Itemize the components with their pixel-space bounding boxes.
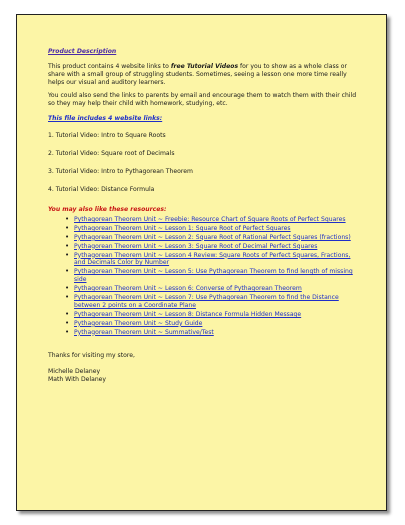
document-content bbox=[48, 48, 362, 384]
intro-text-post: for you to show as a whole class or share with a small group of struggling students. Sometimes, seeing a lesson one more time really helps our visual and auditory learners. bbox=[48, 62, 347, 86]
resource-link-lesson-1[interactable]: Pythagorean Theorem Unit ~ Lesson 1: Square Root of Perfect Squares bbox=[74, 224, 291, 232]
resource-link-study-guide[interactable]: Pythagorean Theorem Unit ~ Study Guide bbox=[74, 319, 203, 327]
bullet-icon: • bbox=[65, 250, 70, 259]
list-item bbox=[65, 252, 362, 268]
list-item bbox=[65, 216, 362, 224]
resource-link-summative-test[interactable]: Pythagorean Theorem Unit ~ Summative/Test bbox=[74, 328, 214, 336]
document-page bbox=[16, 14, 387, 511]
bullet-icon: • bbox=[65, 241, 70, 250]
resource-link-lesson-8[interactable]: Pythagorean Theorem Unit ~ Lesson 8: Distance Formula Hidden Message bbox=[74, 310, 302, 318]
bullet-icon: • bbox=[65, 232, 70, 241]
bullet-icon: • bbox=[65, 284, 70, 293]
bullet-icon: • bbox=[65, 327, 70, 336]
list-item bbox=[65, 329, 362, 337]
bullet-icon: • bbox=[65, 214, 70, 223]
intro-text-pre: This product contains 4 website links to bbox=[48, 62, 171, 70]
list-item bbox=[65, 234, 362, 242]
resource-link-lesson-3[interactable]: Pythagorean Theorem Unit ~ Lesson 3: Square Root of Decimal Perfect Squares bbox=[74, 242, 318, 250]
intro-paragraph bbox=[48, 63, 362, 87]
bullet-icon: • bbox=[65, 293, 70, 302]
resource-link-lesson-4[interactable]: Pythagorean Theorem Unit ~ Lesson 4 Review: Square Roots of Perfect Squares, Fractions, and Decimals Color by Number bbox=[74, 251, 351, 267]
links-heading: This file includes 4 website links: bbox=[48, 115, 163, 123]
product-description-heading: Product Description bbox=[48, 48, 117, 55]
resource-link-freebie[interactable]: Pythagorean Theorem Unit ~ Freebie: Resource Chart of Square Roots of Perfect Squares bbox=[74, 215, 346, 223]
resource-link-lesson-7[interactable]: Pythagorean Theorem Unit ~ Lesson 7: Use Pythagorean Theorem to find the Distance between 2 points on a Coordinate Plane bbox=[74, 294, 339, 309]
list-item bbox=[65, 243, 362, 251]
list-item bbox=[65, 285, 362, 293]
intro-text-bold: free Tutorial Videos bbox=[170, 62, 239, 70]
video-item-4: 4. Tutorial Video: Distance Formula bbox=[48, 186, 155, 194]
bullet-icon: • bbox=[65, 318, 70, 327]
also-like-heading: You may also like these resources: bbox=[48, 205, 167, 213]
list-item bbox=[65, 268, 362, 284]
video-item-1: 1. Tutorial Video: Intro to Square Roots bbox=[48, 132, 166, 140]
list-item bbox=[65, 320, 362, 328]
video-list bbox=[48, 132, 362, 194]
signature-store: Math With Delaney bbox=[48, 376, 107, 384]
resource-link-lesson-6[interactable]: Pythagorean Theorem Unit ~ Lesson 6: Converse of Pythagorean Theorem bbox=[74, 285, 302, 293]
list-item bbox=[65, 311, 362, 319]
parents-paragraph: You could also send the links to parents by email and encourage them to watch them with their child so they may help their child with homework, studying, etc. bbox=[48, 91, 357, 107]
resource-link-lesson-5[interactable]: Pythagorean Theorem Unit ~ Lesson 5: Use Pythagorean Theorem to find length of missing side bbox=[74, 268, 353, 284]
video-item-3: 3. Tutorial Video: Intro to Pythagorean Theorem bbox=[48, 168, 193, 176]
thanks-line: Thanks for visiting my store, bbox=[48, 351, 135, 359]
signature-name: Michelle Delaney bbox=[48, 368, 101, 376]
bullet-icon: • bbox=[65, 309, 70, 318]
resources-list bbox=[48, 216, 362, 337]
list-item bbox=[65, 225, 362, 233]
bullet-icon: • bbox=[65, 223, 70, 232]
video-item-2: 2. Tutorial Video: Square root of Decimals bbox=[48, 150, 175, 158]
list-item bbox=[65, 294, 362, 310]
bullet-icon: • bbox=[65, 267, 70, 276]
resource-link-lesson-2[interactable]: Pythagorean Theorem Unit ~ Lesson 2: Square Root of Rational Perfect Squares (fractions) bbox=[74, 233, 351, 241]
